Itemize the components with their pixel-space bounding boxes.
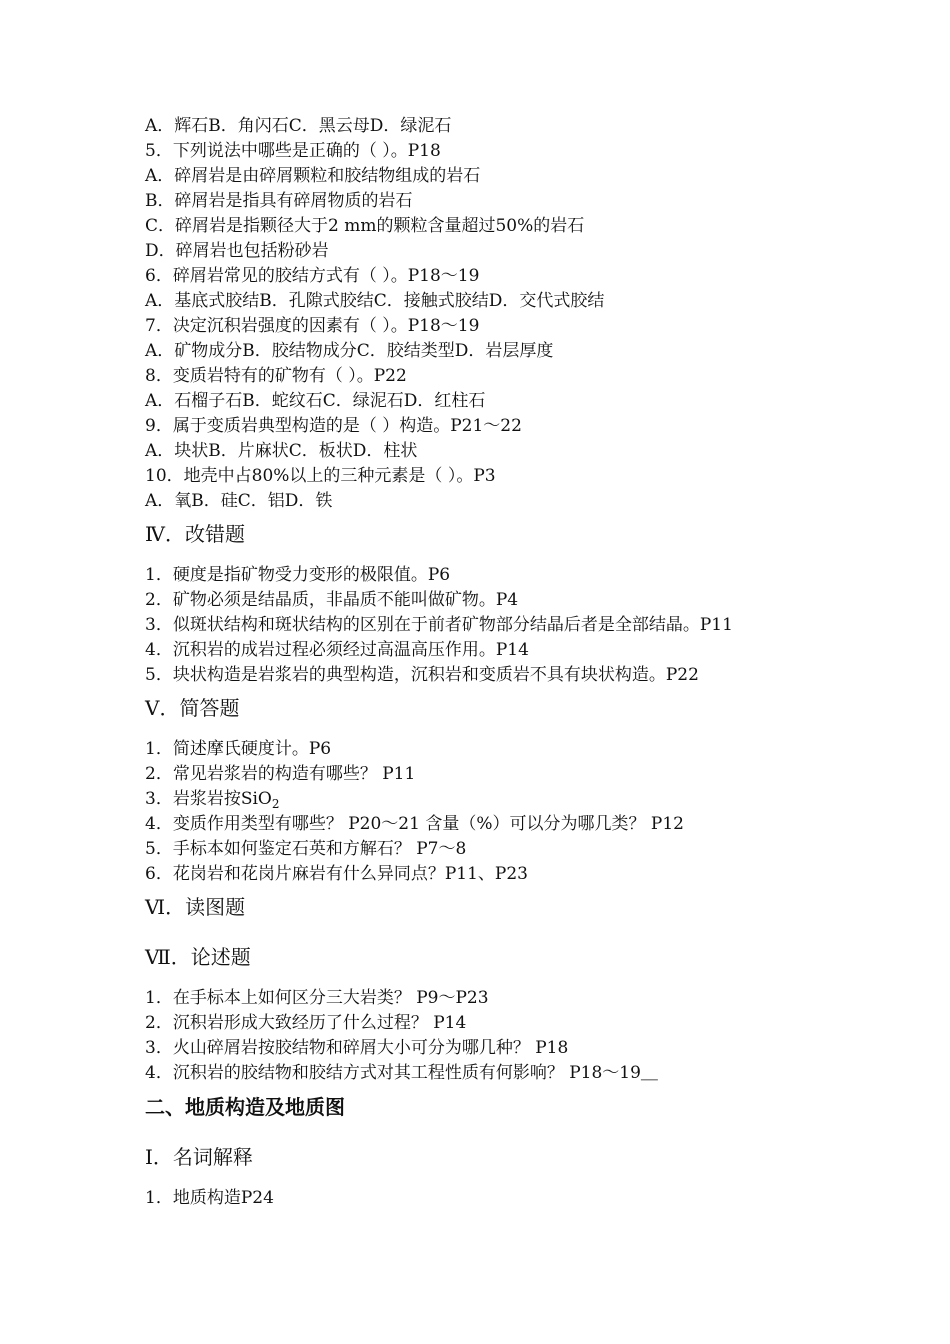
option-line: A．氧B．硅C．铝D．铁	[145, 491, 333, 511]
option-line: A．块状B．片麻状C．板状D．柱状	[145, 441, 418, 461]
question-10: 10．地壳中占80%以上的三种元素是（ ）。P3	[145, 466, 496, 486]
short-answer-item: 5．手标本如何鉴定石英和方解石？ P7～8	[145, 839, 467, 859]
question-9: 9．属于变质岩典型构造的是（ ）构造。P21～22	[145, 416, 522, 436]
option-line: C．碎屑岩是指颗径大于2 mm的颗粒含量超过50%的岩石	[145, 216, 585, 236]
question-5: 5．下列说法中哪些是正确的（ ）。P18	[145, 141, 441, 161]
option-line: A．基底式胶结B．孔隙式胶结C．接触式胶结D．交代式胶结	[145, 291, 605, 311]
section-heading-correction: Ⅳ．改错题	[145, 522, 245, 546]
section-heading-terms: Ⅰ．名词解释	[145, 1145, 253, 1169]
option-line: D．碎屑岩也包括粉砂岩	[145, 241, 329, 261]
correction-item: 2．矿物必须是结晶质，非晶质不能叫做矿物。P4	[145, 590, 519, 610]
option-line: A．石榴子石B．蛇纹石C．绿泥石D．红柱石	[145, 391, 486, 411]
option-line: A．碎屑岩是由碎屑颗粒和胶结物组成的岩石	[145, 166, 481, 186]
question-8: 8．变质岩特有的矿物有（ ）。P22	[145, 366, 407, 386]
short-answer-item	[145, 788, 279, 810]
option-line: B．碎屑岩是指具有碎屑物质的岩石	[145, 191, 413, 211]
short-answer-item: 4．变质作用类型有哪些？ P20～21 含量（%）可以分为哪几类？ P12	[145, 814, 684, 834]
correction-item: 4．沉积岩的成岩过程必须经过高温高压作用。P14	[145, 640, 529, 660]
short-answer-item-text: 3．岩浆岩按SiO	[145, 789, 272, 809]
question-7: 7．决定沉积岩强度的因素有（ ）。P18～19	[145, 316, 480, 336]
section-heading-diagram-reading: Ⅵ．读图题	[145, 895, 246, 919]
correction-item: 5．块状构造是岩浆岩的典型构造，沉积岩和变质岩不具有块状构造。P22	[145, 665, 699, 685]
chapter-heading: 二、地质构造及地质图	[145, 1095, 345, 1119]
essay-item: 1．在手标本上如何区分三大岩类？ P9～P23	[145, 988, 489, 1008]
essay-item: 3．火山碎屑岩按胶结物和碎屑大小可分为哪几种？ P18	[145, 1038, 569, 1058]
essay-item: 4．沉积岩的胶结物和胶结方式对其工程性质有何影响？ P18～19＿	[145, 1063, 658, 1083]
correction-item: 3．似斑状结构和斑状结构的区别在于前者矿物部分结晶后者是全部结晶。P11	[145, 615, 733, 635]
option-line: A．辉石B．角闪石C．黑云母D．绿泥石	[145, 116, 452, 136]
short-answer-item: 6．花岗岩和花岗片麻岩有什么异同点？P11、P23	[145, 864, 528, 884]
short-answer-item: 1．简述摩氏硬度计。P6	[145, 739, 332, 759]
section-heading-short-answer: Ⅴ．简答题	[145, 696, 240, 720]
correction-item: 1．硬度是指矿物受力变形的极限值。P6	[145, 565, 451, 585]
short-answer-item: 2．常见岩浆岩的构造有哪些？ P11	[145, 764, 416, 784]
option-line: A．矿物成分B．胶结物成分C．胶结类型D．岩层厚度	[145, 341, 554, 361]
term-item: 1．地质构造P24	[145, 1188, 274, 1208]
subscript: 2	[271, 797, 280, 811]
question-6: 6．碎屑岩常见的胶结方式有（ ）。P18～19	[145, 266, 480, 286]
essay-item: 2．沉积岩形成大致经历了什么过程？ P14	[145, 1013, 467, 1033]
section-heading-essay: Ⅶ．论述题	[145, 945, 251, 969]
